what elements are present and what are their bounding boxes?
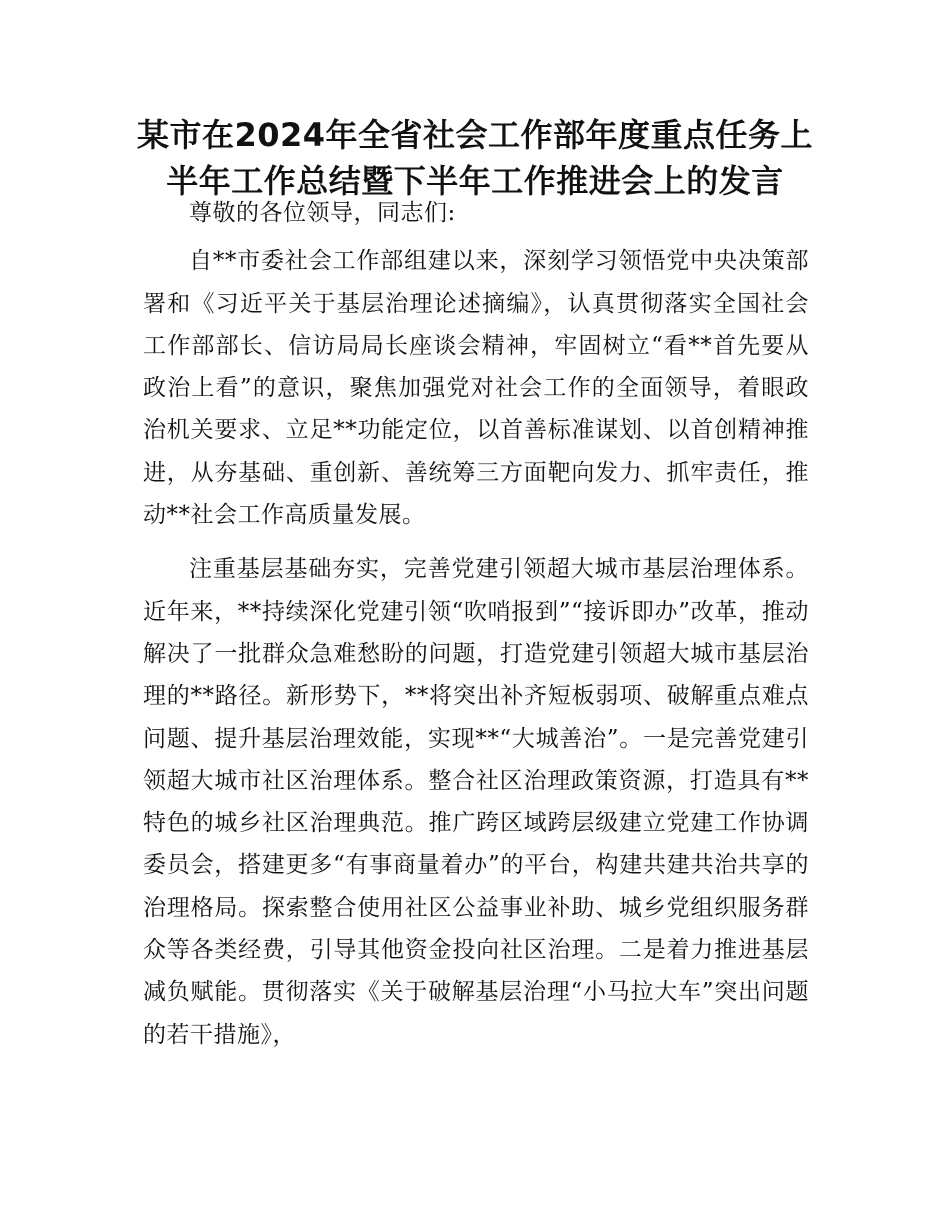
title-line-2: 半年工作总结暨下半年工作推进会上的发言 [166, 162, 784, 200]
paragraph-2: 注重基层基础夯实，完善党建引领超大城市基层治理体系。近年来，**持续深化党建引领“吹哨报到”“接诉即办”改革，推动解决了一批群众急难愁盼的问题，打造党建引领超大城市基层治理的**路径。新形势下，**将突出补齐短板弱项、破解重点难点问题、提升基层治理效能，实现**“大城善治”。一是完善党建引领超大城市社区治理体系。整合社区治理政策资源，打造具有**特色的城乡社区治理典范。推广跨区域跨层级建立党建工作协调委员会，搭建更多“有事商量着办”的平台，构建共建共治共享的治理格局。探索整合使用社区公益事业补助、城乡党组织服务群众等各类经费，引导其他资金投向社区治理。二是着力推进基层减负赋能。贯彻落实《关于破解基层治理“小马拉大车”突出问题的若干措施》， [143, 556, 809, 1048]
greeting: 尊敬的各位领导，同志们: [189, 200, 456, 226]
document-body [143, 192, 809, 1056]
title-line-1: 某市在2024年全省社会工作部年度重点任务上 [136, 116, 814, 154]
document-title [130, 112, 820, 204]
paragraph-1: 自**市委社会工作部组建以来，深刻学习领悟党中央决策部署和《习近平关于基层治理论述摘编》，认真贯彻落实全国社会工作部部长、信访局局长座谈会精神，牢固树立“看**首先要从政治上看”的意识，聚焦加强党对社会工作的全面领导，着眼政治机关要求、立足**功能定位，以首善标准谋划、以首创精神推进，从夯基础、重创新、善统筹三方面靶向发力、抓牢责任，推动**社会工作高质量发展。 [143, 248, 809, 529]
